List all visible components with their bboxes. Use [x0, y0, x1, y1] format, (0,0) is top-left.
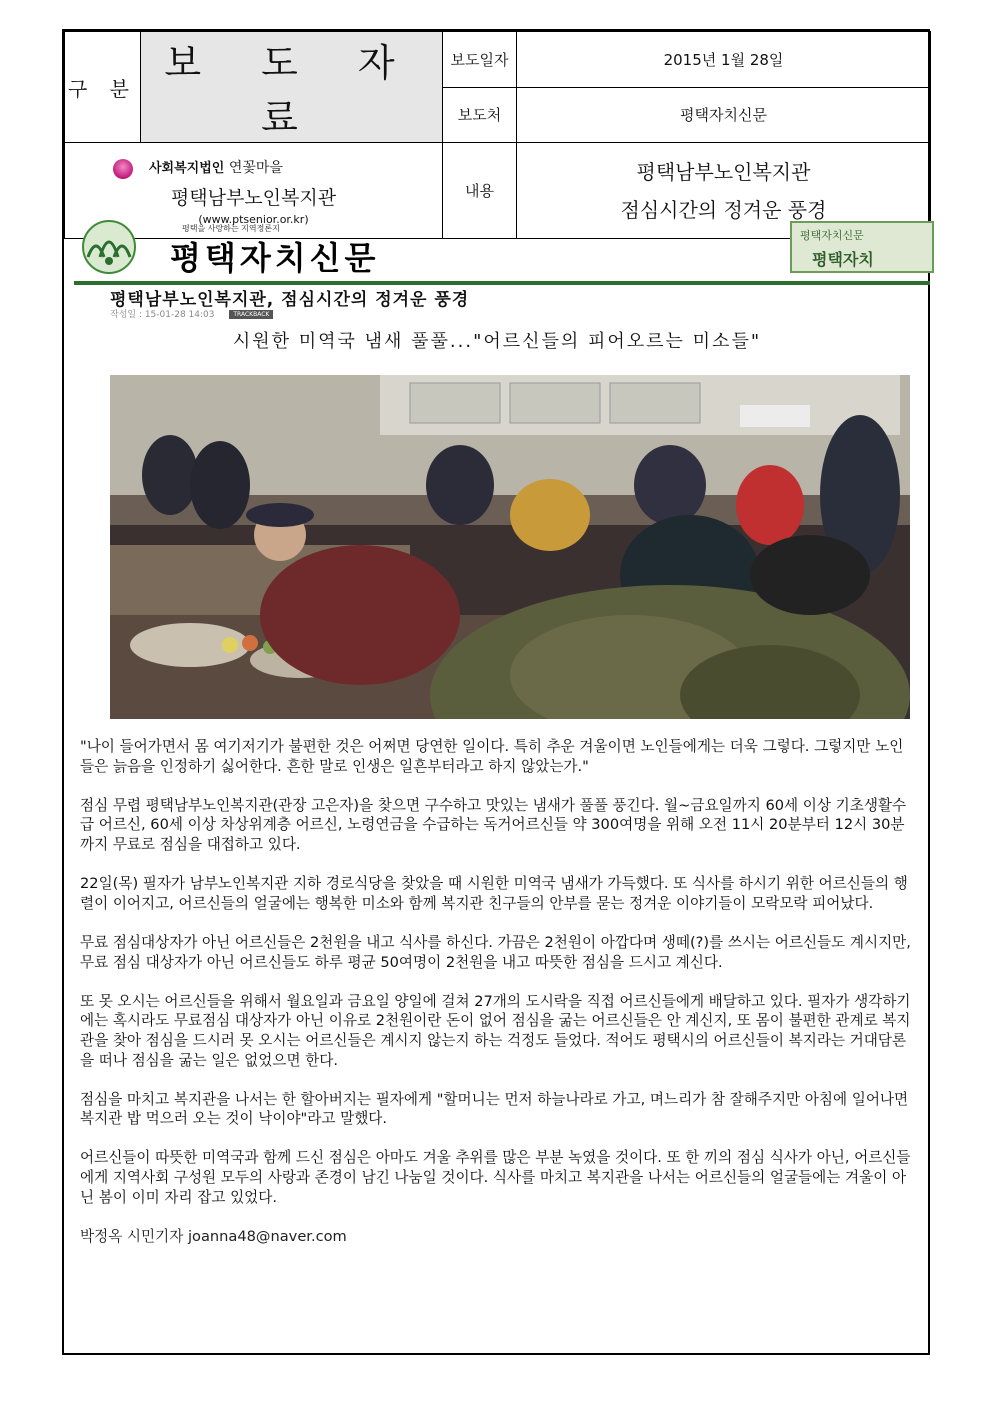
- news-clipping: [64, 203, 930, 1353]
- doc-type-title: 보 도 자 료: [141, 32, 443, 143]
- org-prefix: 사회복지법인: [149, 161, 225, 176]
- masthead-tagline: 평택을 사랑하는 지역정론지: [182, 224, 280, 233]
- gubun-label: 구 분: [65, 32, 141, 143]
- article-body: [80, 737, 916, 1266]
- masthead-title: 평택자치신문: [170, 239, 380, 277]
- article-paragraph-6: 점심을 마치고 복지관을 나서는 한 할아버지는 필자에게 "할머니는 먼저 하늘나라로 가고, 며느리가 참 잘해주지만 아침에 일어나면 복지관 밥 먹으러 오는 것이 낙이야"라고 말했다.: [80, 1090, 909, 1128]
- article-meta: [110, 307, 273, 320]
- date-value: 2015년 1월 28일: [517, 32, 931, 88]
- article-byline: 박정옥 시민기자 joanna48@naver.com: [80, 1227, 347, 1245]
- content-line-1: 평택남부노인복지관: [636, 159, 811, 184]
- article-photo: [110, 375, 910, 719]
- newspaper-logo-icon: [78, 217, 140, 277]
- date-label: 보도일자: [443, 32, 517, 88]
- article-paragraph-2: 점심 무렵 평택남부노인복지관(관장 고은자)을 찾으면 구수하고 맛있는 냄새가 풀풀 풍긴다. 월~금요일까지 60세 이상 기초생활수급 어르신, 60세 이상 차상위계층 어르신, 노령연금을 수급하는 독거어르신들 약 300여명을 위해 오전 11시 20분부터 12시 30분까지 무료로 점심을 대접하고 있다.: [80, 796, 907, 853]
- org-prefix-line: [149, 157, 283, 177]
- newspaper-masthead: [74, 217, 930, 277]
- article-title: 평택남부노인복지관, 점심시간의 정겨운 풍경: [110, 290, 470, 310]
- org-url: (www.ptsenior.or.kr): [198, 213, 309, 226]
- masthead-thumbnail: 평택자치신문 평택자치: [790, 221, 934, 273]
- article-paragraph-7: 어르신들이 따뜻한 미역국과 함께 드신 점심은 아마도 겨울 추위를 많은 부분 녹였을 것이다. 또 한 끼의 점심 식사가 아닌, 어르신들에게 지역사회 구성원 모두의 사랑과 존경이 남긴 나눔일 것이다. 식사를 마치고 복지관을 나서는 어르신들의 얼굴들에는 겨울이 아닌 봄이 이미 자리 잡고 있었다.: [80, 1149, 911, 1206]
- press-release-frame: [62, 29, 930, 1355]
- lotus-logo-icon: [113, 159, 133, 179]
- content-label: 내용: [443, 143, 517, 239]
- outlet-label: 보도처: [443, 87, 517, 143]
- article-paragraph-5: 또 못 오시는 어르신들을 위해서 월요일과 금요일 양일에 걸쳐 27개의 도시락을 직접 어르신들에게 배달하고 있다. 필자가 생각하기에는 혹시라도 무료점심 대상자가 아닌 이유로 2천원이란 돈이 없어 점심을 굶는 어르신들은 안 계신지, 또 몸이 불편한 관계로 복지관을 찾아 점심을 드시러 못 오시는 어르신들은 계시지 않는지 하는 걱정도 들었다. 적어도 평택시의 어르신들이 복지라는 거대담론을 떠나 점심을 굶는 일은 없었으면 한다.: [80, 992, 911, 1069]
- outlet-value: 평택자치신문: [517, 87, 931, 143]
- article-paragraph-1: "나이 들어가면서 몸 여기저기가 불편한 것은 어쩌면 당연한 일이다. 특히 추운 겨울이면 노인들에게는 더욱 그렇다. 그렇지만 노인들은 늙음을 인정하기 싫어한다. 흔한 말로 인생은 일흔부터라고 하지 않았는가.": [80, 738, 904, 775]
- article-paragraph-4: 무료 점심대상자가 아닌 어르신들은 2천원을 내고 식사를 하신다. 가끔은 2천원이 아깝다며 생떼(?)를 쓰시는 어르신들도 계시지만, 무료 점심 대상자가 아닌 어르신들도 하루 평균 50여명이 2천원을 내고 따뜻한 점심을 드시고 계신다.: [80, 933, 911, 971]
- article-paragraph-3: 22일(목) 필자가 남부노인복지관 지하 경로식당을 찾았을 때 시원한 미역국 냄새가 가득했다. 또 식사를 하시기 위한 어르신들의 행렬이 이어지고, 어르신들의 얼굴에는 행복한 미소와 함께 복지관 친구들의 안부를 묻는 정겨운 이야기들이 모락모락 피어났다.: [80, 875, 908, 912]
- content-line-2: 점심시간의 정겨운 풍경: [620, 197, 827, 222]
- org-foundation: 연꽃마을: [228, 160, 283, 176]
- article-date: 작성일 : 15-01-28 14:03: [110, 310, 215, 320]
- article-subtitle: 시원한 미역국 냄새 풀풀..."어르신들의 피어오르는 미소들": [232, 331, 762, 352]
- org-name: 평택남부노인복지관: [170, 187, 337, 209]
- trackback-button[interactable]: TRACKBACK: [229, 310, 273, 319]
